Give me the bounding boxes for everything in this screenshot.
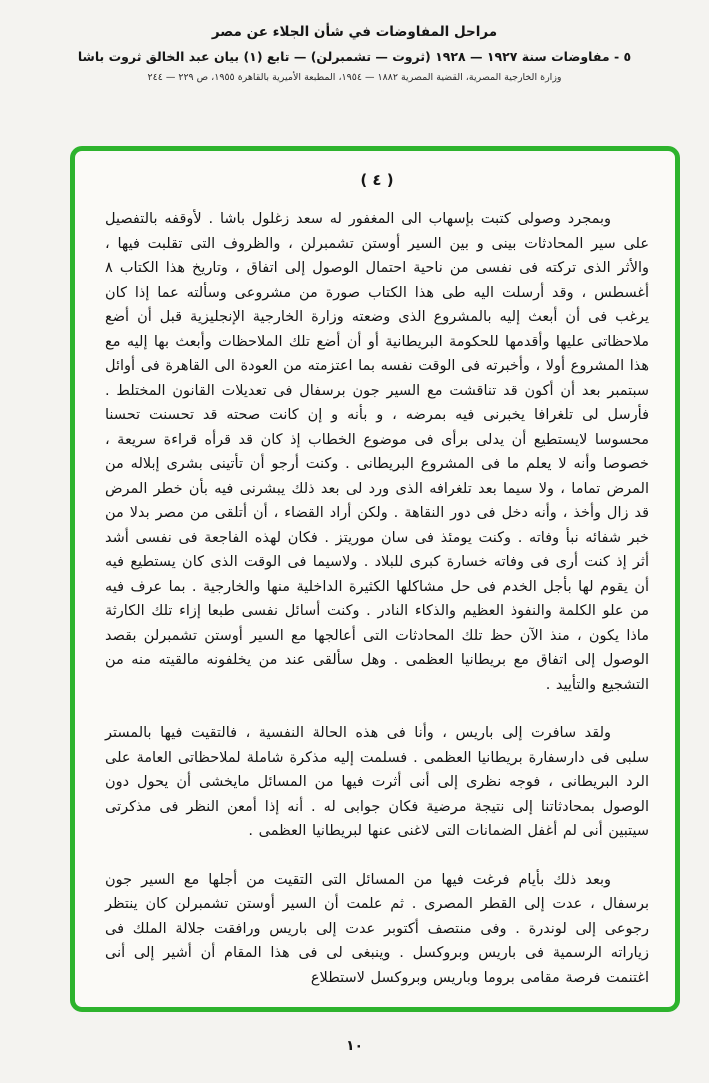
page-number: ١٠ [345, 1038, 364, 1054]
body-paragraph-2: ولقد سافرت إلى باريس ، وأنا فى هذه الحالة النفسية ، فالتقيت فيها بالمستر سلبى فى دارسفارة بريطانيا العظمى . فسلمت إليه مذكرة شاملة لملاحظاتى العامة على الرد البريطانى ، فوجه نظرى إلى أنى أثرت فيها من المسائل مايخشى أن يحول دون الوصول بمحادثاتنا إلى نتيجة مرضية فكان جوابى له . أنه إذا أمعن النظر فى مذكرتى سيتبين أنى لم أغفل الضمانات التى لاغنى عنها لبريطانيا العظمى . [105, 725, 649, 839]
body-paragraph-3: وبعد ذلك بأيام فرغت فيها من المسائل التى التقيت من أجلها مع السير جون برسفال ، عدت إلى القطر المصرى . ثم علمت أن السير أوستن تشمبرلن كان ينتظر رجوعى إلى لوندرة . وفى منتصف أكتوبر عدت إلى باريس ورافقت جلالة الملك فى زياراته الرسمية فى باريس وبروكسل . وينبغى لى فى هذا المقام أن أشير إلى أنى اغتنمت فرصة مقامى بروما وباريس وبروكسل لاستطلاع [105, 871, 649, 986]
page-header [0, 24, 709, 83]
content-frame [70, 146, 680, 1012]
body-paragraph-1: وبمجرد وصولى كتبت بإسهاب الى المغفور له سعد زغلول باشا . لأوقفه بالتفصيل على سير المحادثات بينى و بين السير أوستن تشمبرلن ، والظروف التى تقلبت فيها ، والأثر الذى تركته فى نفسى من ناحية احتمال الوصول إلى اتفاق ، وتاريخ هذا الكتاب ٨ أغسطس ، وقد أرسلت اليه طى هذا الكتاب صورة من مشروعى وسألته عما إذا كان يرغب فى أن أبعث إليه بالمشروع الذى وضعته وزارة الخارجية الإنجليزية قبل أن أضع ملاحظاتى عليها وأقدمها للحكومة البريطانية أو أن أضع تلك الملاحظات وأبعث بها إليه مع هذا المشروع أولا ، وأخبرته فى الوقت نفسه بما اعتزمته من العودة الى القاهرة فى أوائل سبتمبر بعد أن أكون قد تناقشت مع السير جون برسفال فى تعديلات القانون المختلط . فأرسل لى تلغرافا يخبرنى فيه بمرضه ، و بأنه و إن كانت صحته قد تحسنت تحسنا محسوسا لايستطيع أن يدلى برأى فى موضوع الخطاب إذ كان قد قرأه قراءة سريعة ، خصوصا وأنه لا يعلم ما فى المشروع البريطانى . وكنت أرجو أن تأتينى بشرى إبلاله من المرض تماما ، ولا سيما بعد تلغرافه الذى ورد لى بعد ذلك يبشرنى فيه بأن خطر المرض قد زال وأخذ ، وأنه دخل فى دور النقاهة . ولكن أراد القضاء ، أن أتلقى من مصر بدلا من خبر شفائه نبأ وفاته . وكنت يومئذ فى سان موريتز . فكان لهذه الفاجعة فى نفسى أشد أثر إذ كنت أرى فى وفاته خسارة كبرى للبلاد . ولاسيما فى الوقت الذى كان يستطيع فيه أن يقوم لها بأجل الخدم فى حل مشاكلها الكثيرة الداخلية منها والخارجية . بما عرف فيه من علو الكلمة والنفوذ العظيم والذكاء النادر . وكنت أسائل نفسى طبعا إزاء تلك الكارثة ماذا يكون ، منذ الآن حظ تلك المحادثات التى أعالجها مع السير أوستن تشمبرلن بقصد الوصول إلى اتفاق مع بريطانيا العظمى . وهل سألقى عند من يخلفونه مالقيته منه من التشجيع والتأييد . [105, 211, 649, 693]
document-subtitle: ٥ - مفاوضات سنة ١٩٢٧ — ١٩٢٨ (ثروت — تشمبرلن) — تابع (١) بيان عبد الخالق ثروت باشا [77, 49, 632, 64]
body-text [105, 207, 649, 990]
section-number: ( ٤ ) [360, 171, 394, 189]
document-title: مراحل المفاوضات في شأن الجلاء عن مصر [211, 24, 498, 40]
document-source-citation: وزارة الخارجية المصرية، القضية المصرية ١٨٨٢ — ١٩٥٤، المطبعة الأميرية بالقاهرة ١٩٥٥، ص ٢٢٩ — ٢٤٤ [147, 72, 562, 83]
